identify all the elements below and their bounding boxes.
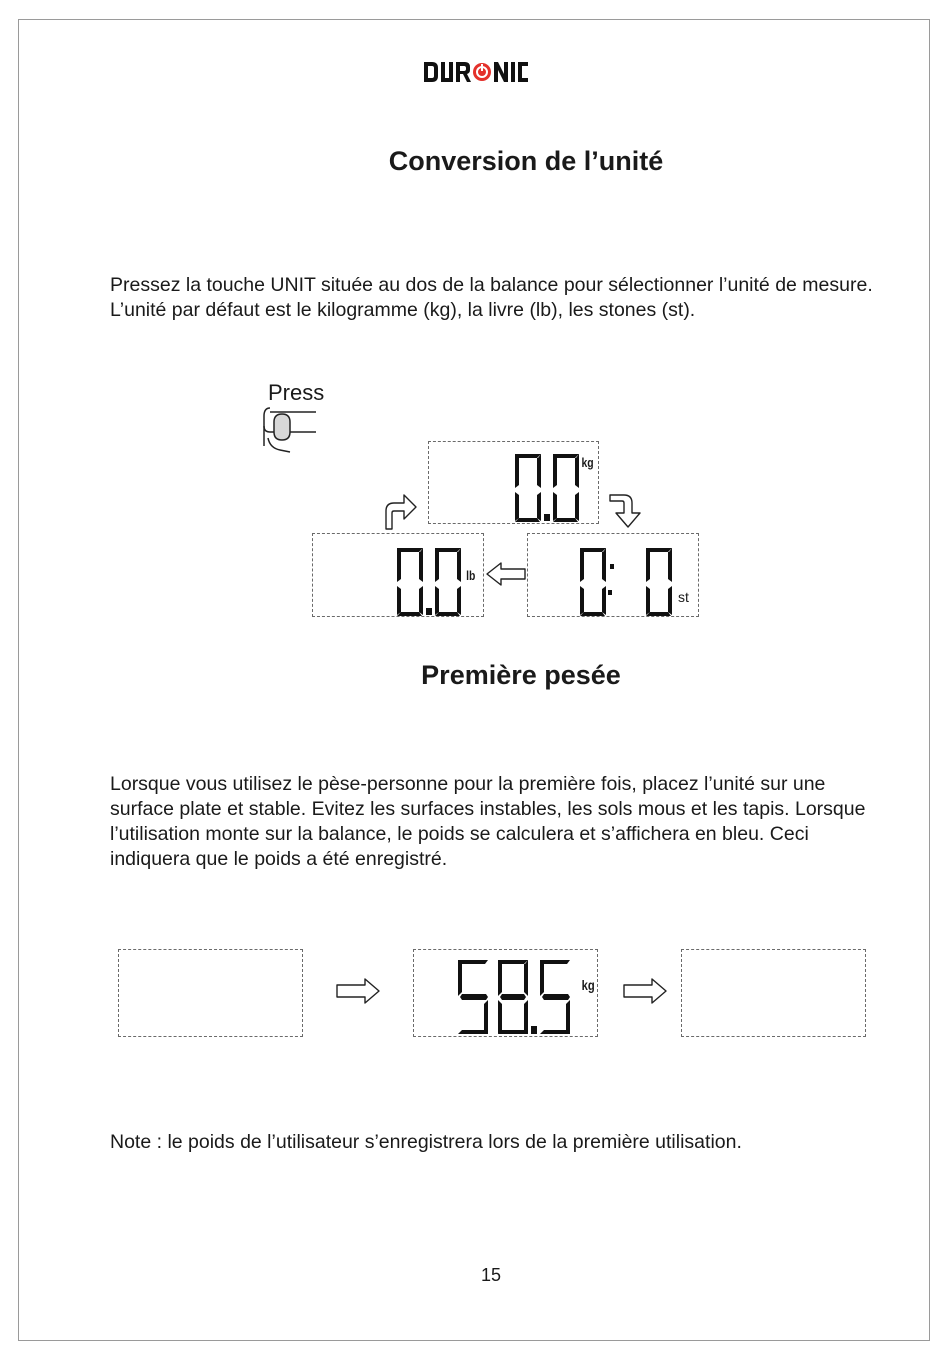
curved-arrow-up-icon xyxy=(382,491,418,531)
finger-press-icon xyxy=(262,404,322,459)
lcd-display-blank-1 xyxy=(118,949,303,1037)
duronic-logo xyxy=(420,56,530,88)
arrow-right-icon xyxy=(335,977,381,1005)
lcd-digits-st xyxy=(528,534,700,618)
unit-label-lb: lb xyxy=(466,568,476,583)
note-text: Note : le poids de l’utilisateur s’enregistrera lors de la première utilisation. xyxy=(110,1131,742,1153)
lcd-display-st xyxy=(527,533,699,617)
press-label: Press xyxy=(268,380,325,405)
lcd-digits-kg xyxy=(429,442,600,525)
lcd-digits-lb xyxy=(313,534,485,618)
lcd-display-lb xyxy=(312,533,484,617)
lcd-digits-weight xyxy=(414,950,599,1038)
lcd-display-weight xyxy=(413,949,598,1037)
section-title-first-weigh: Première pesée xyxy=(421,660,621,690)
lcd-display-blank-2 xyxy=(681,949,866,1037)
unit-label-kg: kg xyxy=(581,455,594,470)
first-weigh-paragraph: Lorsque vous utilisez le pèse-personne pour la première fois, placez l’unité sur une surface plate et stable. Evitez les surfaces instables, les sols mous et les tapis. Lorsque l’utilisation monte sur la balance, le poids se calculera et s’affichera en bleu. Ceci indiquera que le poids a été enregistré. xyxy=(110,773,866,870)
arrow-right-icon-2 xyxy=(622,977,668,1005)
section-title-conversion: Conversion de l’unité xyxy=(388,146,664,176)
conversion-paragraph: Pressez la touche UNIT située au dos de la balance pour sélectionner l’unité de mesure. L’unité par défaut est le kilogramme (kg), la livre (lb), les stones (st). xyxy=(110,274,873,321)
unit-label-weight: kg xyxy=(581,977,595,993)
lcd-display-kg xyxy=(428,441,599,524)
page-number: 15 xyxy=(480,1265,502,1285)
unit-label-st: st xyxy=(678,589,689,605)
arrow-left-icon xyxy=(485,561,527,587)
curved-arrow-down-icon xyxy=(606,491,646,531)
